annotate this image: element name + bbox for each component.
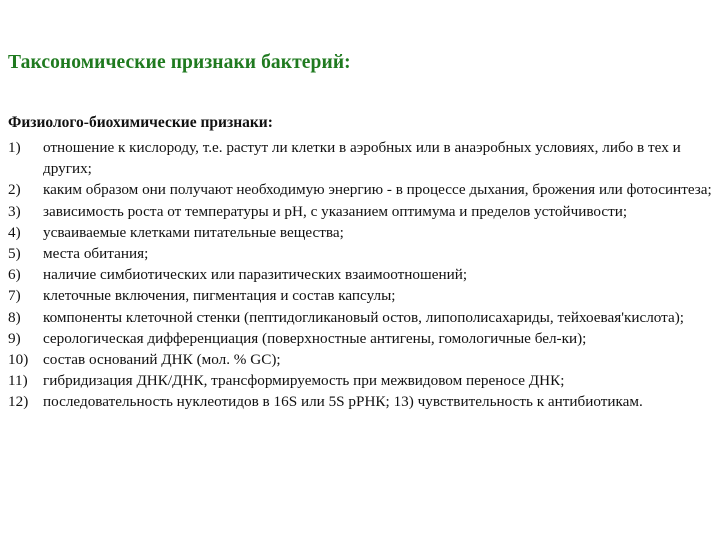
list-item [8,307,714,328]
list-item [8,349,714,370]
item-number: 1) [8,139,21,156]
item-number: 11) [8,372,28,390]
item-number: 6) [8,266,21,284]
item-number: 9) [8,329,21,347]
item-text: компоненты клеточной стенки (пептидогликановый остов, липополисахариды, тейхоевая'кислота); [43,308,685,326]
item-text: наличие симбиотических или паразитических взаимоотношений; [43,266,468,284]
section-subtitle: Физиолого-биохимические признаки: [8,114,273,131]
item-number: 4) [8,223,21,241]
list-item [8,243,714,264]
criteria-list [8,137,714,413]
list-item [8,328,714,349]
item-text: отношение к кислороду, т.е. растут ли клетки в аэробных или в анаэробных условиях, либо в тех и других; [43,139,681,178]
item-number: 3) [8,202,21,220]
item-text: состав оснований ДНК (мол. % GC); [43,351,281,369]
slide-title: Таксономические признаки бактерий: [8,52,351,73]
item-number: 12) [8,393,29,411]
item-text: гибридизация ДНК/ДНК, трансформируемость при межвидовом переносе ДНК; [43,372,565,390]
list-item [8,201,714,222]
list-item [8,391,714,412]
list-item [8,285,714,306]
item-text: клеточные включения, пигментация и состав капсулы; [43,287,396,305]
list-item [8,137,714,179]
item-number: 10) [8,351,29,369]
item-text: места обитания; [43,245,149,263]
item-number: 5) [8,245,21,263]
list-item [8,222,714,243]
list-item [8,370,714,391]
item-text: каким образом они получают необходимую энергию - в процессе дыхания, брожения или фотосинтеза; [43,181,712,199]
list-item [8,179,714,200]
item-text: усваиваемые клетками питательные вещества; [43,223,344,241]
item-number: 8) [8,308,21,326]
item-number: 7) [8,287,21,305]
list-item [8,264,714,285]
item-text: последовательность нуклеотидов в 16S или 5S рРНК; 13) чувствительность к антибиотикам. [43,393,643,411]
item-number: 2) [8,181,21,199]
item-text: серологическая дифференциация (поверхностные антигены, гомологичные бел-ки); [43,329,587,347]
item-text: зависимость роста от температуры и рН, с указанием оптимума и пределов устойчивости; [43,202,628,220]
